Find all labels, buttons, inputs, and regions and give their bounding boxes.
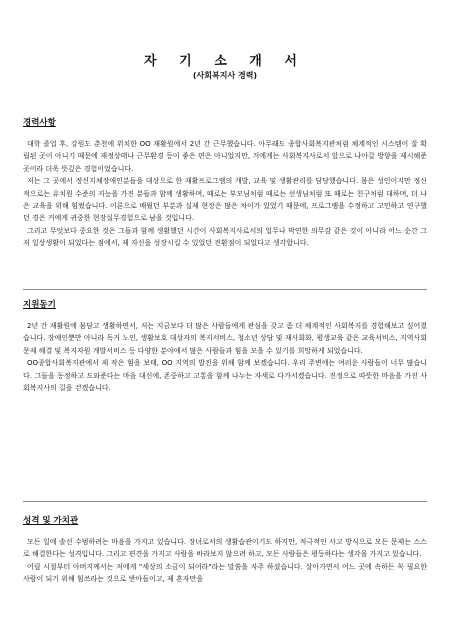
paragraph: 그리고 무엇보다 중요한 것은 그들과 함께 생활했던 시간이 사회복지사로서의 업무나 막연한 의무감 같은 것이 아니라 어느 순간 그저 일상생활이 되었다는 점에서, 제 자신을 성장시킬 수 있었던 전환점이 되었다고 생각합니다. [23, 226, 427, 248]
paragraph: 모든 일에 솔선 수범하려는 마음을 가지고 있습니다. 장녀로서의 생활습관이기도 하지만, 적극적인 사고 방식으로 모든 문제는 스스로 해결한다는 성격입니다. 그리고 편견을 가지고 사람을 바라보지 않으려 하고, 모든 사람들은 평등하다는 생각을 가지고 있습니다. [23, 538, 427, 559]
section-heading: 지원동기 [23, 300, 56, 310]
section-heading: 경력사항 [23, 118, 56, 128]
document-subtitle: (사회복지사 경력) [192, 71, 258, 80]
section-career [23, 116, 427, 250]
section-motivation [23, 298, 427, 394]
paragraph: OO종합사회복지관에서 제 작은 힘을 보태, OO 지역의 발전을 위해 함께 보겠습니다. 우리 주변에는 여러운 사람들이 너무 많습니다. 그들을 동정하고 도와준다는 마음 대신에, 존중하고 고통을 함께 나누는 자세로 다가서겠습니다. 진정으로 따뜻한 마음을 가진 사회복지사의 길을 걷겠습니다. [23, 359, 427, 393]
paragraph: 2년 간 재활원에 몸담고 생활하면서, 저는 지금보다 더 많은 사람들에게 관심을 갖고 좀 더 체계적인 사회복지를 경험해보고 싶어졌습니다. 장애인뿐만 아니라 독거 노인, 생활보호 대상자의 복지서비스, 청소년 상담 및 재사회화, 평생교육 같은 교육서비스, 지역사회문제 해결 및 복지자원 개발서비스 등 다양한 분야에서 많은 사람들과 힘을 모을 수 있기를 희망하게 되었습니다. [23, 322, 427, 355]
document-title: 자 기 소 개 서 [144, 54, 306, 69]
section-divider [23, 289, 427, 290]
paragraph: 저는 그 곳에서 정신지체장애인분들을 대상으로 한 재활프로그램의 개발, 교육 및 생활관리를 담당했습니다. 몸은 성인이지만 정신적으로는 유치원 수준의 지능을 가진 분들과 함께 생활하며, 때로는 부모님처럼 때로는 선생님처럼 또 때로는 친구처럼 대하며, 더 나은 교육을 위해 힘썼습니다. 이론으로 배웠던 부분과 실제 현장은 많은 차이가 있었기 때문에, 프로그램을 수정하고 고민하고 연구했던 경은 거에게 귀중한 현장실무경험으로 남을 것입니다. [23, 177, 427, 223]
paragraph: 어릴 시절부터 아버지께서는 저에게 "세상의 소금이 되어라"라는 말씀을 자주 하셨습니다. 살아가면서 어느 곳에 속하든 꼭 필요한 사람이 되기 위해 힘쓰라는 것으로 받아들이고, 제 혼자만을 [23, 562, 427, 584]
section-personality [23, 514, 427, 586]
section-heading: 성격 및 가치관 [23, 516, 79, 526]
section-divider [23, 501, 427, 502]
paragraph: 대학 졸업 후, 강원도 춘천에 위치한 OO 재활원에서 2년 간 근무했습니다. 아무래도 종합사회복지관처럼 체계적인 시스템이 잘 확립된 곳이 아니기 때문에 재정상태나 근무환경 등이 좋은 편은 아니었지만, 거에게는 사회복지사로서 앞으로 나아갈 방향을 제시해준 곳이라 더욱 뜻깊은 경험이었습니다. [23, 140, 427, 173]
